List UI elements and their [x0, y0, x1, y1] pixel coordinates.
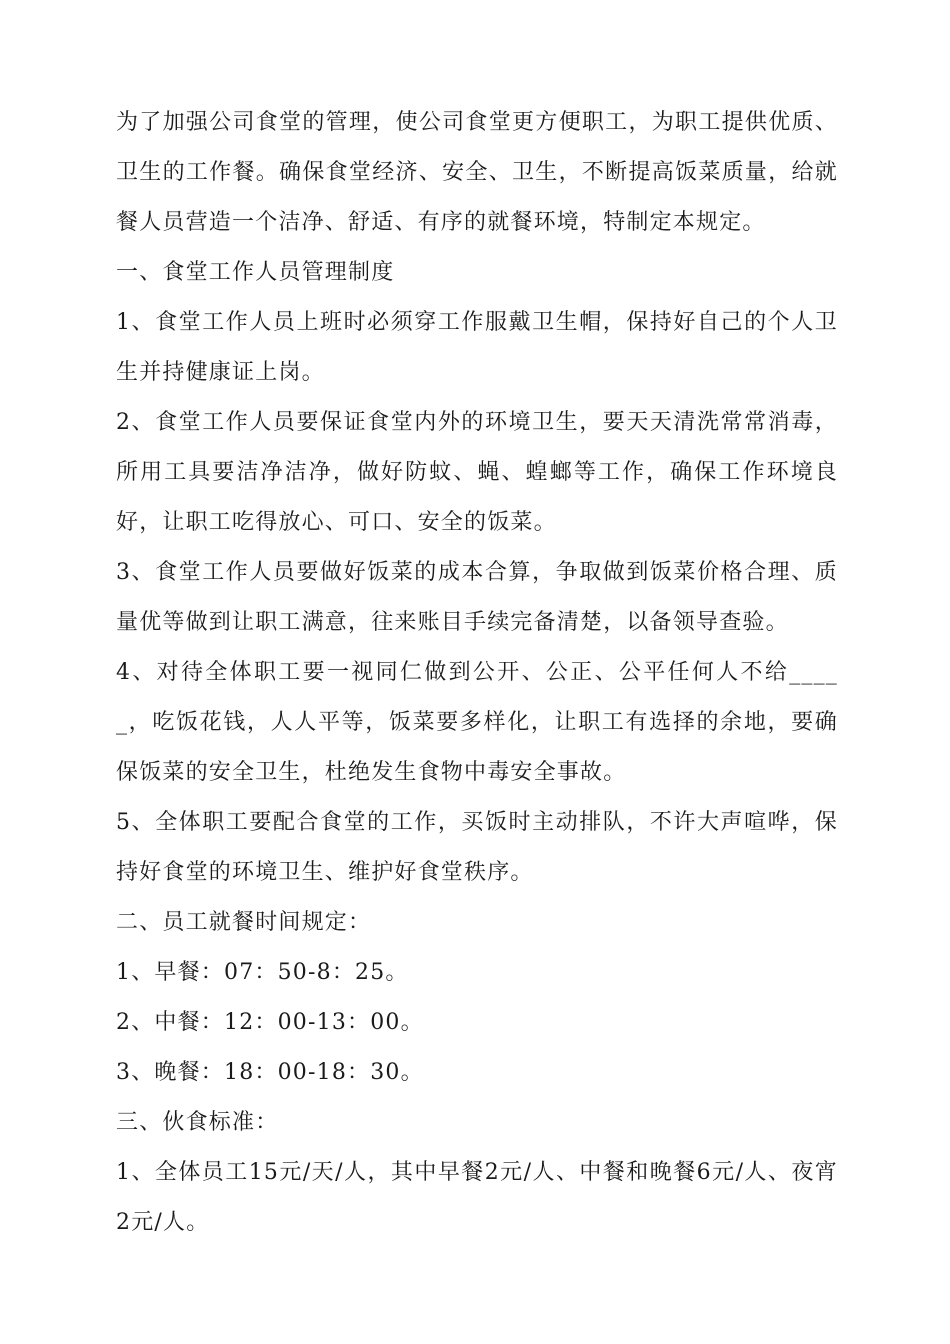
rule-item-2: 2、食堂工作人员要保证食堂内外的环境卫生，要天天清洗常常消毒，所用工具要洁净洁净，做好防蚊、蝇、蝗螂等工作，确保工作环境良好，让职工吃得放心、可口、安全的饭菜。	[116, 410, 838, 535]
document-body	[116, 98, 838, 1248]
section-heading-meal-times: 二、员工就餐时间规定：	[116, 910, 372, 935]
meal-time-breakfast: 1、早餐：07：50-8：25。	[116, 960, 409, 985]
rule-item-1: 1、食堂工作人员上班时必须穿工作服戴卫生帽，保持好自己的个人卫生并持健康证上岗。	[116, 310, 838, 385]
intro-paragraph: 为了加强公司食堂的管理，使公司食堂更方便职工，为职工提供优质、卫生的工作餐。确保食堂经济、安全、卫生，不断提高饭菜质量，给就餐人员营造一个洁净、舒适、有序的就餐环境，特制定本规定。	[116, 110, 838, 235]
section-heading-meal-standard: 三、伙食标准：	[116, 1110, 279, 1135]
meal-time-lunch: 2、中餐：12：00-13：00。	[116, 1010, 424, 1035]
rule-item-3: 3、食堂工作人员要做好饭菜的成本合算，争取做到饭菜价格合理、质量优等做到让职工满意，往来账目手续完备清楚，以备领导查验。	[116, 560, 838, 635]
rule-item-4: 4、对待全体职工要一视同仁做到公开、公正、公平任何人不给_____，吃饭花钱，人人平等，饭菜要多样化，让职工有选择的余地，要确保饭菜的安全卫生，杜绝发生食物中毒安全事故。	[116, 660, 838, 785]
meal-standard-item-1: 1、全体员工15元/天/人，其中早餐2元/人、中餐和晚餐6元/人、夜宵2元/人。	[116, 1160, 838, 1235]
rule-item-5: 5、全体职工要配合食堂的工作，买饭时主动排队，不许大声喧哗，保持好食堂的环境卫生、维护好食堂秩序。	[116, 810, 838, 885]
section-heading-staff-management: 一、食堂工作人员管理制度	[116, 260, 395, 285]
meal-time-dinner: 3、晚餐：18：00-18：30。	[116, 1060, 424, 1085]
